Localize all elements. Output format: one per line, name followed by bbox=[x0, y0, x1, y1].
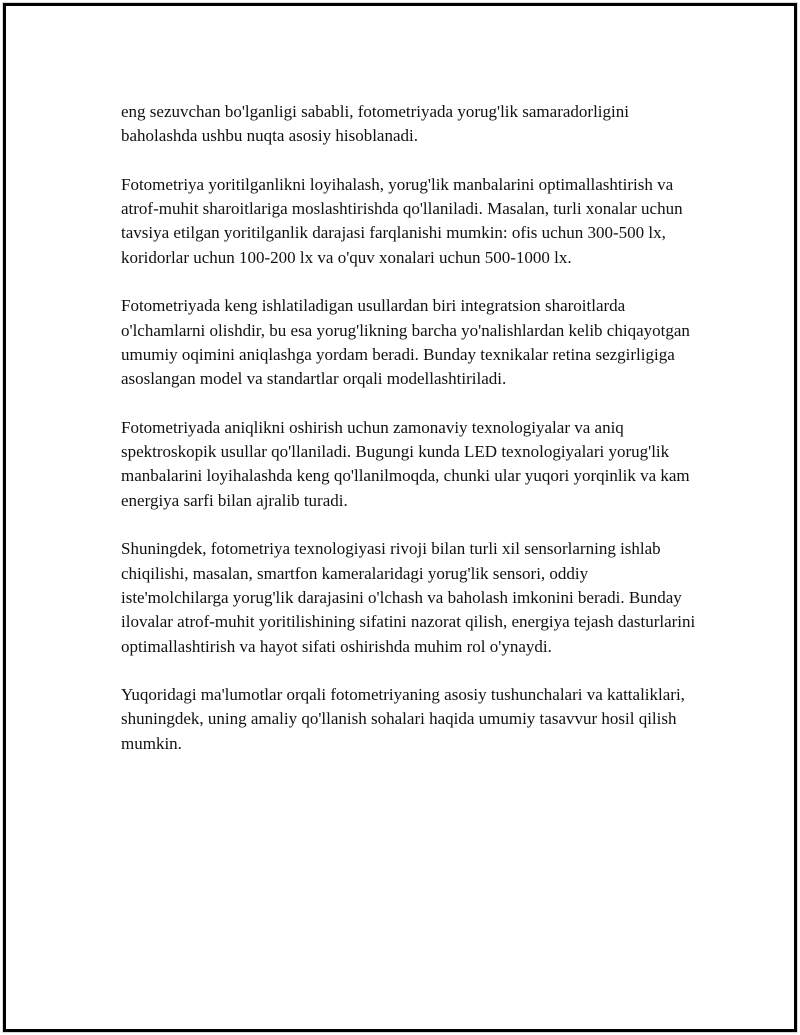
paragraph-1: eng sezuvchan bo'lganligi sababli, fotometriyada yorug'lik samaradorligini baholashda ushbu nuqta asosiy hisoblanadi. bbox=[121, 102, 629, 146]
paragraph-3: Fotometriyada keng ishlatiladigan usullardan biri integratsion sharoitlarda o'lchamlarni olishdir, bu esa yorug'likning barcha yo'nalishlardan kelib chiqayotgan umumiy oqimini aniqlashga yordam beradi. Bunday texnikalar retina sezgirligiga asoslangan model va standartlar orqali modellashtiriladi. bbox=[121, 296, 690, 389]
document-page bbox=[3, 3, 797, 1032]
paragraph-4: Fotometriyada aniqlikni oshirish uchun zamonaviy texnologiyalar va aniq spektroskopik usullar qo'llaniladi. Bugungi kunda LED texnologiyalari yorug'lik manbalarini loyihalashda keng qo'llanilmoqda, chunki ular yuqori yorqinlik va kam energiya sarfi bilan ajralib turadi. bbox=[121, 417, 690, 510]
paragraph-6: Yuqoridagi ma'lumotlar orqali fotometriyaning asosiy tushunchalari va kattaliklari, shuningdek, uning amaliy qo'llanish sohalari haqida umumiy tasavvur hosil qilish mumkin. bbox=[121, 685, 685, 753]
document-body bbox=[121, 100, 696, 780]
paragraph-2: Fotometriya yoritilganlikni loyihalash, yorug'lik manbalarini optimallashtirish va atrof-muhit sharoitlariga moslashtirishda qo'llaniladi. Masalan, turli xonalar uchun tavsiya etilgan yoritilganlik darajasi farqlanishi mumkin: ofis uchun 300-500 lx, koridorlar uchun 100-200 lx va o'quv xonalari uchun 500-1000 lx. bbox=[121, 174, 683, 267]
paragraph-5: Shuningdek, fotometriya texnologiyasi rivoji bilan turli xil sensorlarning ishlab chiqilishi, masalan, smartfon kameralaridagi yorug'lik sensori, oddiy iste'molchilarga yorug'lik darajasini o'lchash va baholash imkonini beradi. Bunday ilovalar atrof-muhit yoritilishining sifatini nazorat qilish, energiya tejash dasturlarini optimallashtirish va hayot sifati oshirishda muhim rol o'ynaydi. bbox=[121, 539, 696, 656]
